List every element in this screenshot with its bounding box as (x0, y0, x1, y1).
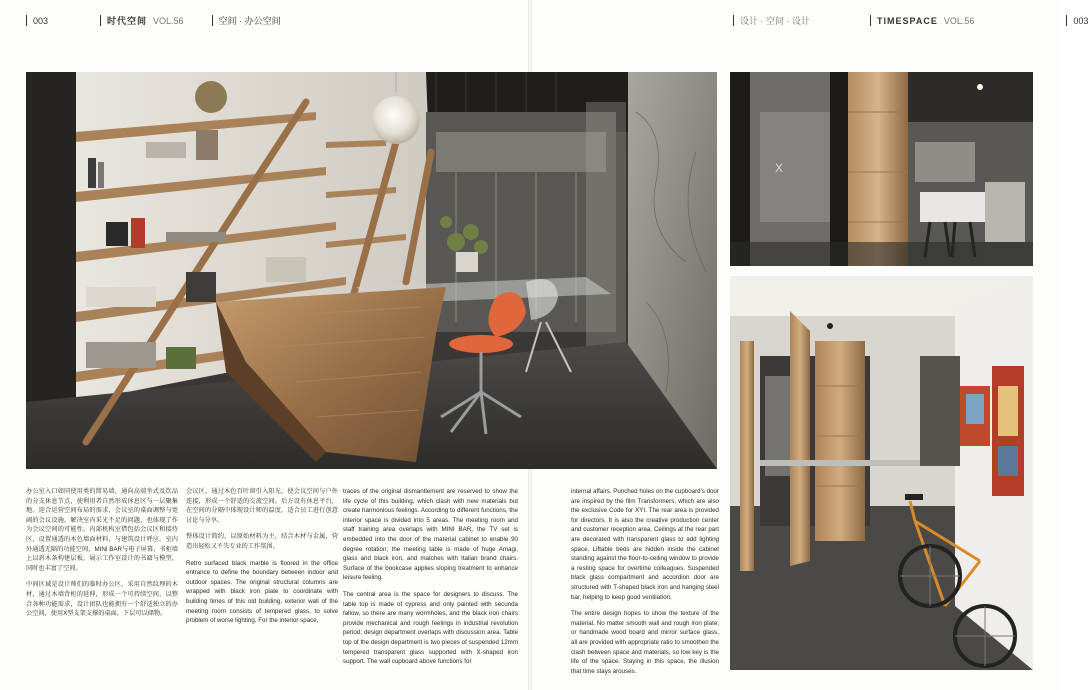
header-divider (733, 15, 734, 26)
text-column-4 (571, 487, 719, 677)
page-number-left: 003 (33, 15, 49, 26)
paragraph-en-5: The entire design hopes to show the texture of the material. No matter smooth wall and rough iron plate, or handmade wood board and mirror surface glass, all are provided with appropriate ratio to smoothen the clash between space and materials, so low key is the life of the space. Staying in this space, the illusion that time stays arouses. (571, 610, 719, 675)
text-column-2 (186, 487, 338, 677)
issue-left: VOL.56 (153, 15, 184, 26)
header-divider (26, 15, 27, 26)
text-column-3 (343, 487, 518, 677)
issue-right: VOL.56 (943, 15, 975, 26)
photo-corridor-wood-panel (730, 72, 1033, 266)
paragraph-en-1: Retro surfaced black marble is floored in the office entrance to define the boundary between indoor and outdoor spaces. The original structural columns are wrapped with black iron plate to coordinate with building times of this old building, exterior wall of the meeting room consists of tempered glass, to solve problem of worse lighting. For the interior space, (186, 559, 338, 625)
header-divider (1066, 15, 1067, 26)
paragraph-en-4: internal affairs. Punched holes on the cupboard's door are inspired by the film Transformers, which are also the exclusive Code for XYI. The rear area is provided for directors. It is also the creative production center and customer reception area. Ceilings at the rear part are decorated with transparent glass to add lighting space. Liftable beds are hidden inside the cabinet standing against the floor-to-ceiling window to provide a resting space for overtime colleagues. Suspended black glass compartment and accordion door are structured with T-shaped black iron and hanging steel bar, helping to keep good ventilation. (571, 488, 719, 601)
header-divider (100, 15, 101, 26)
page-number-right: 003 (1073, 15, 1088, 26)
main-photo-office-interior (26, 72, 717, 469)
header-divider (212, 15, 213, 26)
header-left (26, 14, 281, 27)
text-column-1 (26, 487, 178, 677)
paragraph-en-2: traces of the original dismantlement are reserved to show the life cycle of this building, which clash with new materials but create harmonious feelings. According to different functions, the interior space is divided into 5 areas. The meeting room and staff training area overlaps with MINI BAR, the TV set is embedded into the door of the material cabinet to enable 90 degree rotation; the meeting table is made of huge Amagi, glass and black iron, and matches with Italian brand chairs. Surface of the bookcase applies sloping treatment to enhance leisure feeling. (343, 488, 518, 582)
paragraph-cn-3: 会议区，通过木色百叶窗引入阳光，使会议空间与户外连接，形成一个舒适的交流空间。后方设有休息平台，在空间的分隔中体现设计师的温度，适合员工进行创意讨论与分享。 (186, 488, 338, 524)
magazine-name-cn: 时代空间 (107, 16, 148, 26)
magazine-name-en: TIMESPACE (877, 15, 938, 26)
paragraph-en-3: The central area is the space for designers to discuss. The table top is made of cypress and only painted with secunda fallow, so there are many wormholes, and the black iron chairs provide mechanical and rough feelings in industrial revolution period; design department overlaps with discussion area. Table top of the design department is two pieces of suspended 12mm tempered transparent glass supported with X-shaped iron support. The wall cupboard above functions for (343, 590, 518, 666)
header-subtitle: 设计 · 空间 · 设计 (740, 16, 810, 26)
paragraph-cn-4: 整体设计简约，以原始材料为主，结合木材与金属，营造出轻松又不失专业的工作氛围。 (186, 533, 338, 550)
photo-room-bicycle-art (730, 276, 1033, 670)
svg-text:X: X (775, 161, 784, 175)
paragraph-cn-1: 办公室入口如同使用类的简易墙，通向高端坐式及饮品的分支休息节点，使利用者自然形成休息区与一层聚集地。迎合运营空间布局的需求，会议室的桌面调整与宽阔的会议设施，解决室内采光不足的问题，也体现了作为会议空间的可能性，内部机构室借包括会议区和接待区，设置通透的木色墙面材料，与建筑设计呼应。室内外通透无隔的功能空间，MINI BAR与电子屏幕，书柜墙上以斜木条构建层板，展示工作室设计的书籍与模型，同时也丰富了空间。 (26, 488, 178, 572)
header-right (733, 14, 1088, 27)
paragraph-cn-2: 中间区域是设计师们的临时办公区，采用自然纹理的木材，通过木墙背柜的延伸，形成一个可持续空间，以整合各种功能需求，设计团队也能拥有一个舒适独立的办公空间，使用X型支架支撑的桌面，下层可以储物。 (26, 581, 178, 618)
header-divider (870, 15, 871, 26)
section-label: 空间 · 办公空间 (218, 16, 281, 26)
